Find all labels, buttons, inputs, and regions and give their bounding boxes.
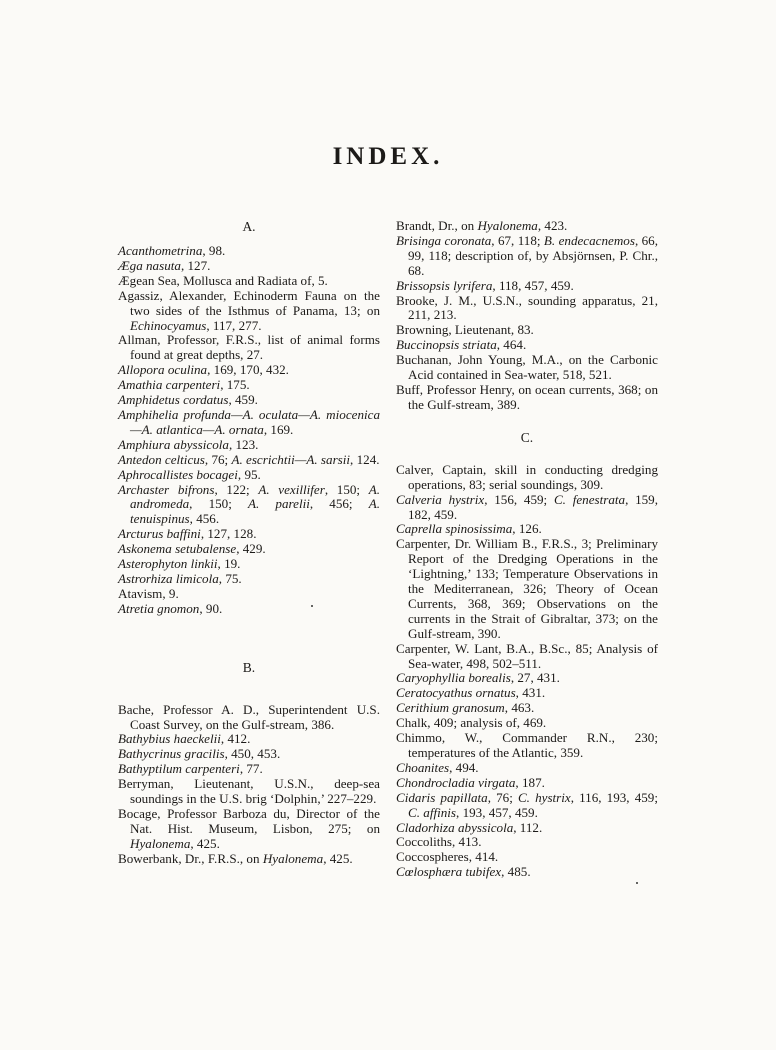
- index-entry: Chalk, 409; analysis of, 469.: [396, 715, 547, 731]
- right-column: [396, 219, 658, 880]
- index-entry: Cladorhiza abyssicola, 112.: [396, 819, 543, 835]
- index-entry: Berryman, Lieutenant, U.S.N., deep-sea soundings in the U.S. brig ‘Dolphin,’ 227–229.: [118, 776, 380, 807]
- index-entry: Bathycrinus gracilis, 450, 453.: [118, 746, 281, 762]
- index-entry: Æga nasuta, 127.: [118, 257, 211, 273]
- index-entry: Chondrocladia virgata, 187.: [396, 774, 545, 790]
- index-entry: Antedon celticus, 76; A. escrichtii—A. sarsii, 124.: [118, 451, 380, 467]
- index-entry: Browning, Lieutenant, 83.: [396, 322, 534, 338]
- index-entry: Allman, Professor, F.R.S., list of animal forms found at great depths, 27.: [118, 332, 380, 363]
- section-letter-b: B.: [242, 659, 256, 675]
- index-entry: Amathia carpenteri, 175.: [118, 377, 250, 393]
- index-entry: Calveria hystrix, 156, 459; C. fenestrata, 159, 182, 459.: [396, 491, 658, 522]
- index-entry: Calver, Captain, skill in conducting dredging operations, 83; serial soundings, 309.: [396, 461, 658, 492]
- page-title: INDEX.: [332, 143, 444, 170]
- left-column: [118, 219, 380, 867]
- index-entry: Bathyptilum carpenteri, 77.: [118, 761, 263, 777]
- index-entry: Agassiz, Alexander, Echinoderm Fauna on the two sides of the Isthmus of Panama, 13; on Echinocyamus, 117, 277.: [118, 287, 380, 333]
- index-entry: Aphrocallistes bocagei, 95.: [118, 466, 261, 482]
- index-entry: Asterophyton linkii, 19.: [118, 556, 241, 572]
- index-entry: Ægean Sea, Mollusca and Radiata of, 5.: [118, 272, 328, 288]
- section-b-entries: [118, 703, 380, 867]
- index-entry: Atretia gnomon, 90.: [118, 600, 223, 616]
- index-entry: Amphidetus cordatus, 459.: [118, 392, 258, 408]
- index-entry: Askonema setubalense, 429.: [118, 541, 266, 557]
- index-entry: Astrorhiza limicola, 75.: [118, 570, 242, 586]
- print-speck: [311, 605, 313, 607]
- index-entry: Cerithium granosum, 463.: [396, 700, 535, 716]
- index-entry: Brandt, Dr., on Hyalonema, 423.: [396, 218, 568, 233]
- index-entry: Buccinopsis striata, 464.: [396, 337, 527, 353]
- index-entry: Amphihelia profunda—A. oculata—A. miocenica—A. atlantica—A. ornata, 169.: [118, 406, 380, 437]
- index-entry: Coccospheres, 414.: [396, 849, 499, 865]
- index-entry: Archaster bifrons, 122; A. vexillifer, 150; A. andromeda, 150; A. parelii, 456; A. tenuispinus, 456.: [118, 481, 380, 527]
- index-entry: Buchanan, John Young, M.A., on the Carbonic Acid contained in Sea-water, 518, 521.: [396, 352, 658, 383]
- index-entry: Ceratocyathus ornatus, 431.: [396, 685, 546, 701]
- section-letter-c: C.: [520, 429, 534, 445]
- index-entry: Brissopsis lyrifera, 118, 457, 459.: [396, 277, 574, 293]
- index-entry: Atavism, 9.: [118, 585, 179, 601]
- index-entry: Carpenter, Dr. William B., F.R.S., 3; Preliminary Report of the Dredging Operations in the ‘Lightning,’ 133; Temperature Observations in the Mediterranean, 326; Theory of Ocean Currents, 368, 369; Observations on the currents in the Strait of Gibraltar, 373; on the Gulf-stream, 390.: [396, 536, 658, 641]
- index-entry: Brisinga coronata, 67, 118; B. endecacnemos, 66, 99, 118; description of, by Absjörnsen, P. Chr., 68.: [396, 232, 658, 278]
- index-entry: Arcturus baffini, 127, 128.: [118, 526, 257, 542]
- index-entry: Choanites, 494.: [396, 759, 479, 775]
- index-entry: Amphiura abyssicola, 123.: [118, 436, 259, 452]
- index-entry: Bocage, Professor Barboza du, Director of the Nat. Hist. Museum, Lisbon, 275; on Hyalonema, 425.: [118, 806, 380, 851]
- section-b-continued-entries: [396, 219, 658, 413]
- index-entry: Bathybius haeckelii, 412.: [118, 731, 251, 747]
- index-entry: Bache, Professor A. D., Superintendent U.S. Coast Survey, on the Gulf-stream, 386.: [118, 701, 380, 732]
- index-entry: Cidaris papillata, 76; C. hystrix, 116, 193, 459; C. affinis, 193, 457, 459.: [396, 789, 658, 820]
- index-entry: Acanthometrina, 98.: [118, 243, 226, 258]
- index-entry: Cœlosphæra tubifex, 485.: [396, 864, 531, 880]
- index-entry: Bowerbank, Dr., F.R.S., on Hyalonema, 425.: [118, 850, 353, 866]
- index-entry: Chimmo, W., Commander R.N., 230; temperatures of the Atlantic, 359.: [396, 730, 658, 760]
- section-c-entries: [396, 463, 658, 880]
- section-letter-a: A.: [242, 219, 256, 234]
- index-entry: Buff, Professor Henry, on ocean currents, 368; on the Gulf-stream, 389.: [396, 381, 658, 412]
- index-entry: Caryophyllia borealis, 27, 431.: [396, 670, 560, 686]
- index-entry: Allopora oculina, 169, 170, 432.: [118, 362, 289, 378]
- index-entry: Caprella spinosissima, 126.: [396, 521, 542, 537]
- index-entry: Carpenter, W. Lant, B.A., B.Sc., 85; Analysis of Sea-water, 498, 502–511.: [396, 640, 658, 671]
- index-entry: Brooke, J. M., U.S.N., sounding apparatus, 21, 211, 213.: [396, 292, 658, 323]
- section-a-entries: [118, 244, 380, 617]
- index-entry: Coccoliths, 413.: [396, 834, 482, 850]
- print-speck: [636, 882, 638, 884]
